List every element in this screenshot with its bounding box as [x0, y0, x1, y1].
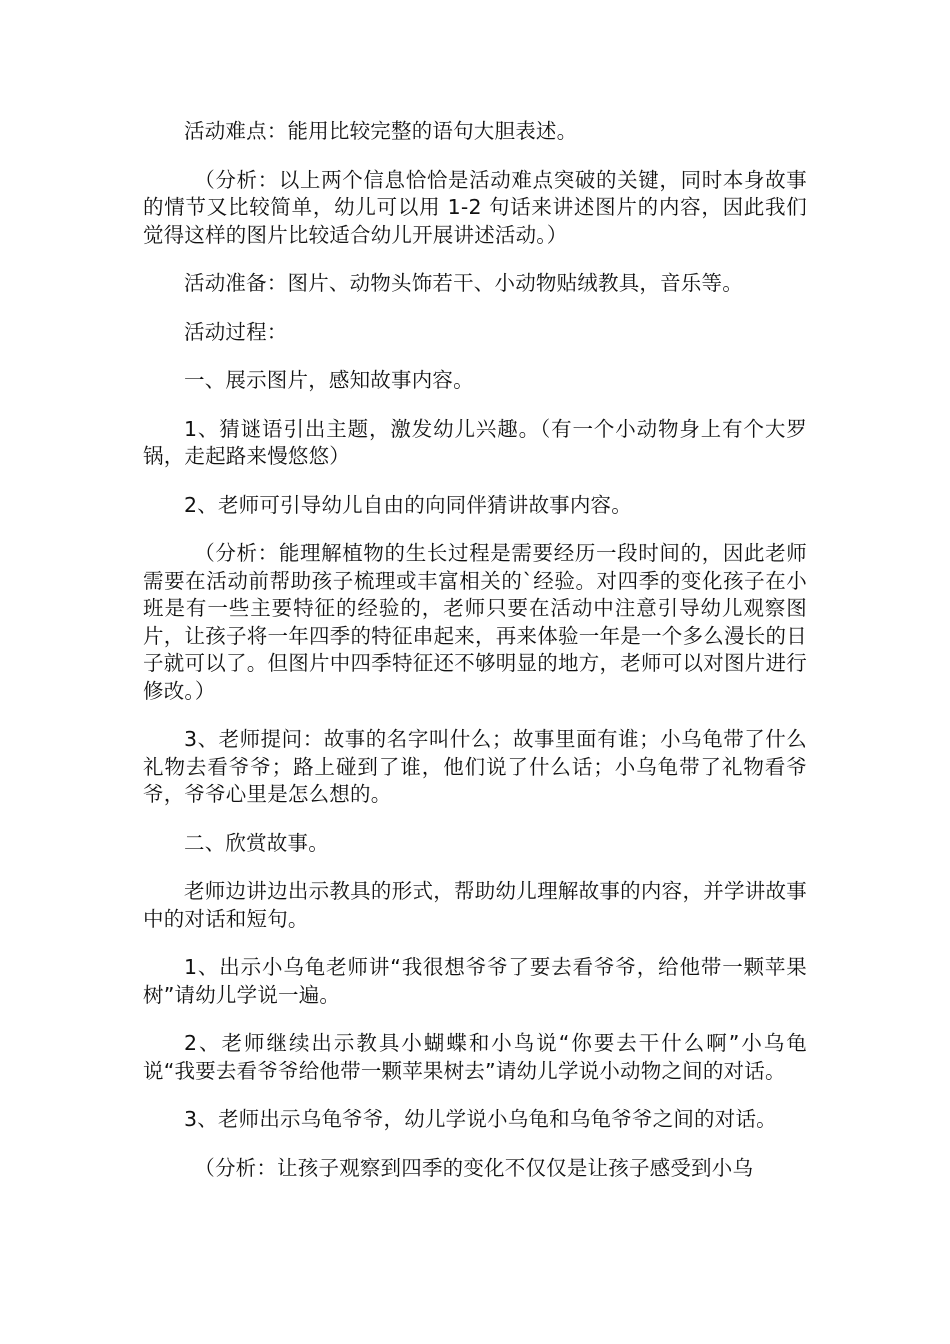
paragraph-step-1: 1、猜谜语引出主题，激发幼儿兴趣。（有一个小动物身上有个大罗锅，走起路来慢悠悠） — [143, 416, 807, 468]
paragraph-step-2: 2、老师可引导幼儿自由的向同伴猜讲故事内容。 — [184, 492, 632, 517]
paragraph-analysis-3: （分析：让孩子观察到四季的变化不仅仅是让孩子感受到小乌 — [194, 1155, 754, 1180]
paragraph-activity-preparation: 活动准备：图片、动物头饰若干、小动物贴绒教具，音乐等。 — [184, 271, 743, 295]
paragraph-section-two-heading: 二、欣赏故事。 — [184, 830, 329, 855]
paragraph-teacher-storytelling: 老师边讲边出示教具的形式，帮助幼儿理解故事的内容，并学讲故事中的对话和短句。 — [143, 879, 807, 931]
paragraph-story-step-2: 2、老师继续出示教具小蝴蝶和小鸟说“你要去干什么啊”小乌龟说“我要去看爷爷给他带一颗苹果树去”请幼儿学说小动物之间的对话。 — [143, 1031, 807, 1083]
paragraph-activity-difficulty: 活动难点：能用比较完整的语句大胆表述。 — [184, 119, 578, 143]
document-body — [143, 118, 807, 1182]
paragraph-analysis-1: （分析：以上两个信息恰恰是活动难点突破的关键，同时本身故事的情节又比较简单，幼儿可以用 1-2 句话来讲述图片的内容，因此我们觉得这样的图片比较适合幼儿开展讲述活动。） — [143, 167, 807, 247]
paragraph-section-one-heading: 一、展示图片，感知故事内容。 — [184, 368, 474, 392]
paragraph-story-step-1: 1、出示小乌龟老师讲“我很想爷爷了要去看爷爷，给他带一颗苹果树”请幼儿学说一遍。 — [143, 955, 807, 1007]
paragraph-analysis-2: （分析：能理解植物的生长过程是需要经历一段时间的，因此老师需要在活动前帮助孩子梳理或丰富相关的`经验。对四季的变化孩子在小班是有一些主要特征的经验的，老师只要在活动中注意引导幼儿观察图片，让孩子将一年四季的特征串起来，再来体验一年是一个多么漫长的日子就可以了。但图片中四季特征还不够明显的地方，老师可以对图片进行修改。） — [143, 541, 807, 703]
paragraph-step-3: 3、老师提问：故事的名字叫什么；故事里面有谁；小乌龟带了什么礼物去看爷爷；路上碰到了谁，他们说了什么话；小乌龟带了礼物看爷爷，爷爷心里是怎么想的。 — [143, 727, 807, 806]
paragraph-activity-process: 活动过程： — [184, 319, 288, 344]
paragraph-story-step-3: 3、老师出示乌龟爷爷，幼儿学说小乌龟和乌龟爷爷之间的对话。 — [184, 1107, 777, 1131]
